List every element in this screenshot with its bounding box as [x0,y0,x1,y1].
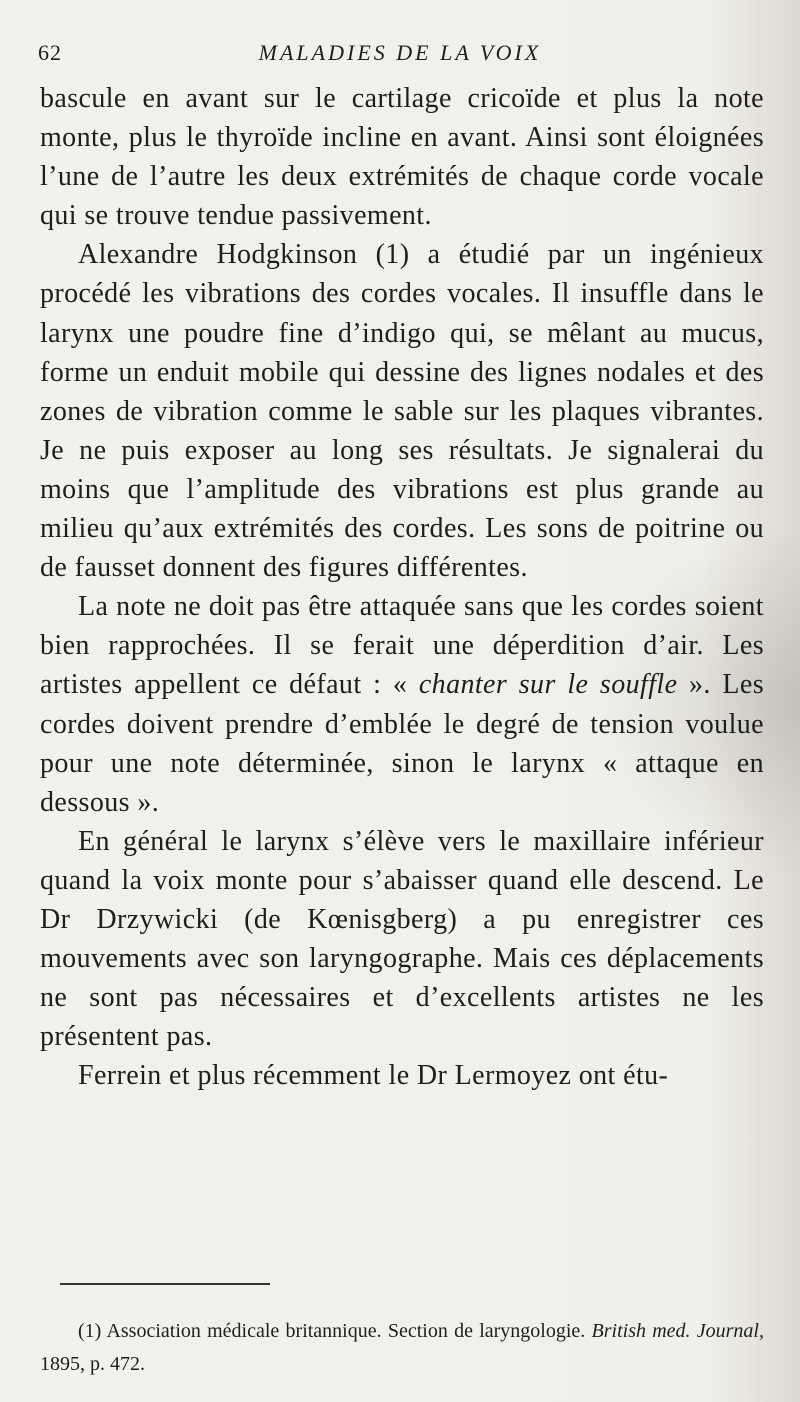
paragraph-3 [40,587,764,822]
body-text [40,79,764,1095]
paragraph-3-start: La note ne doit pas être attaquée sans que les cordes soient bien rapprochées. Il se ferait une déperdition d’air. Les artistes appellent ce défaut : « [40,591,764,701]
paragraph-4: En général le larynx s’élève vers le maxillaire inférieur quand la voix monte pour s’abaisser quand elle descend. Le Dr Drzywicki (de Kœnisgberg) a pu enregistrer ces mouvements avec son laryngographe. Mais ces déplacements ne sont pas nécessaires et d’excellents artistes ne les présentent pas. [40,825,764,1053]
paragraph-1: bascule en avant sur le cartilage cricoïde et plus la note monte, plus le thyroïde incline en avant. Ainsi sont éloignées l’une de l’autre les deux extrémités de chaque corde vocale qui se trouve tendue passivement. [40,83,764,232]
running-title: MALADIES DE LA VOIX [258,40,542,65]
page-number: 62 [38,40,62,65]
paragraph-3-end: ». Les cordes doivent prendre d’emblée le degré de tension voulue pour une note déterminée, sinon le larynx « attaque en dessous ». [40,669,765,818]
footnote-text: (1) Association médicale britannique. Section de laryngologie. [78,1320,592,1342]
page-header [38,40,762,70]
paragraph-2: Alexandre Hodgkinson (1) a étudié par un ingénieux procédé les vibrations des cordes vocales. Il insuffle dans le larynx une poudre fine d’indigo qui, se mêlant au mucus, forme un enduit mobile qui dessine des lignes nodales et des zones de vibration comme le sable sur les plaques vibrantes. Je ne puis exposer au long ses résultats. Je signalerai du moins que l’amplitude des vibrations est plus grande au milieu qu’aux extrémités des cordes. Les sons de poitrine ou de fausset donnent des figures différentes. [40,239,764,584]
paragraph-5: Ferrein et plus récemment le Dr Lermoyez ont étu- [78,1060,669,1092]
footnote-divider [60,1283,270,1285]
paragraph-3-italic-phrase: chanter sur le souffle [418,669,678,701]
footnote-journal: British med. Journal, [591,1320,764,1342]
footnote-citation: 1895, p. 472. [40,1353,145,1375]
footnote [40,1315,764,1381]
